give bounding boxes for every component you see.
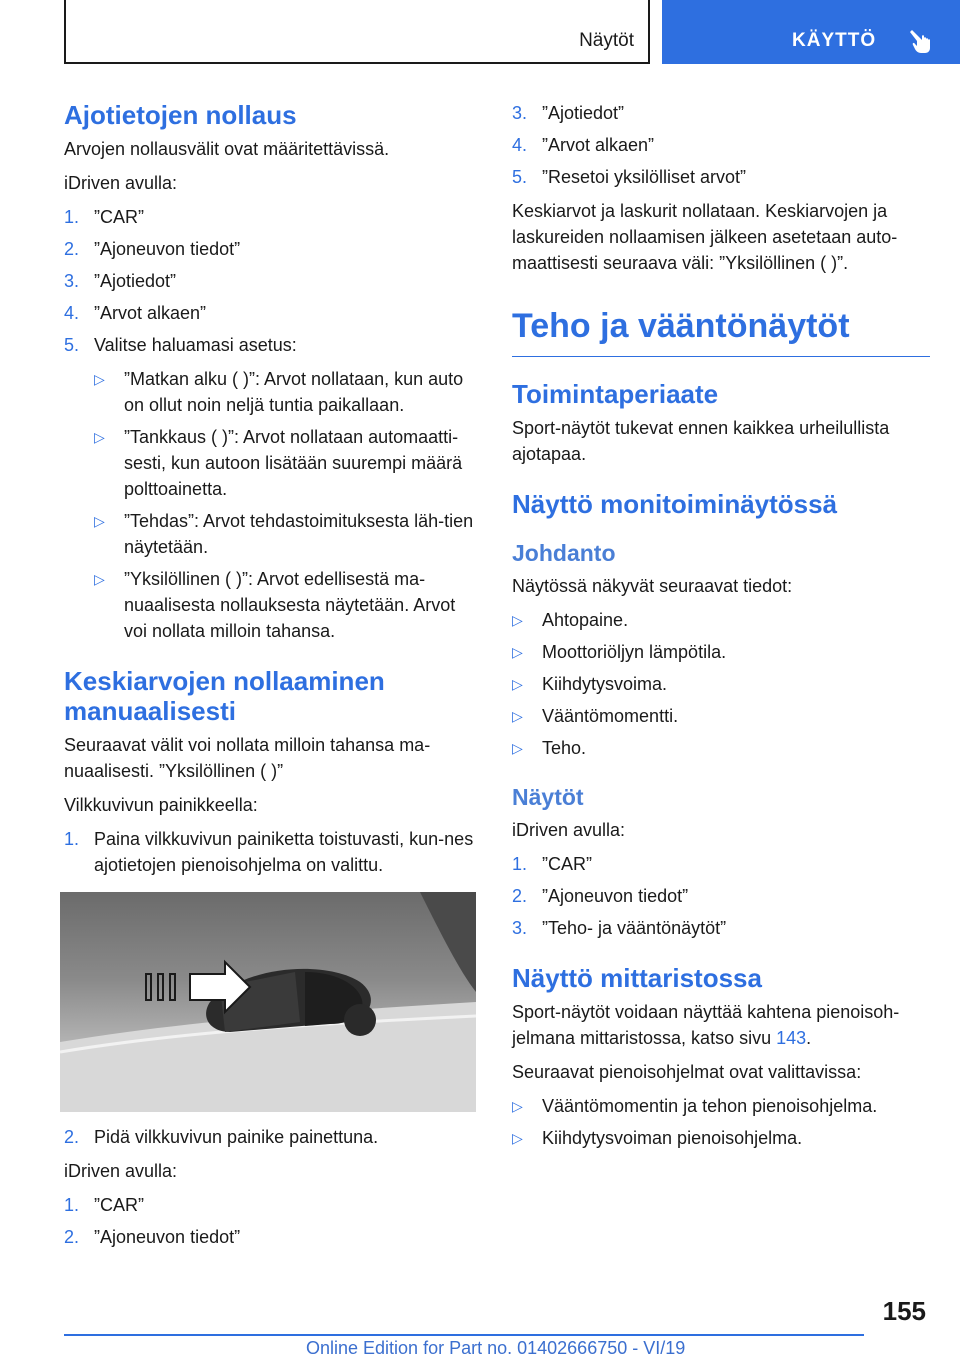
paragraph-idrive: iDriven avulla: [64, 173, 178, 193]
left-column [64, 100, 482, 1258]
list-item: 3. ”Teho- ja vääntönäytöt” [512, 918, 727, 938]
list-item: ▷ Vääntömomentin ja tehon pienoisohjelma. [512, 1093, 930, 1119]
paragraph-cluster: Sport-näytöt voidaan näyttää kahtena pienoisoh-jelmana mittaristossa, katso sivu 143. [512, 1002, 900, 1048]
heading-displays: Näytöt [512, 784, 584, 810]
list-item: 2. ”Ajoneuvon tiedot” [64, 1227, 241, 1247]
heading-instrument-cluster: Näyttö mittaristossa [512, 963, 762, 993]
bullet-triangle-icon: ▷ [512, 1130, 523, 1146]
bullet-triangle-icon: ▷ [512, 676, 523, 692]
heading-principle: Toimintaperiaate [512, 379, 719, 409]
list-item: 3. ”Ajotiedot” [512, 103, 625, 123]
header-chapter-label: KÄYTTÖ [792, 30, 877, 51]
turn-signal-lever-image [60, 892, 476, 1112]
paragraph-turn-signal: Vilkkuvivun painikkeella: [64, 795, 258, 815]
list-item: 5. Valitse haluamasi asetus: [64, 335, 297, 355]
steps-idrive-reset-cont [512, 100, 930, 190]
list-item: 1. ”CAR” [64, 207, 144, 227]
paragraph-introduction: Näytössä näkyvät seuraavat tiedot: [512, 576, 793, 596]
list-item: 2. ”Ajoneuvon tiedot” [64, 239, 241, 259]
bullet-triangle-icon: ▷ [94, 571, 105, 587]
displayed-info-list [512, 607, 930, 761]
paragraph-idrive-2: iDriven avulla: [64, 1161, 178, 1181]
pointing-hand-icon [906, 24, 938, 56]
steps-turn-signal-cont [64, 1124, 482, 1150]
paragraph-reset-result: Keskiarvot ja laskurit nollataan. Keskiarvojen ja laskureiden nollaamisen jälkeen asetetaan auto-maattisesti seuraava väli: ”Yksilöllinen ( )”. [512, 201, 898, 273]
heading-trip-data-reset: Ajotietojen nollaus [64, 100, 297, 130]
list-item: ▷ ”Matkan alku ( )”: Arvot nollataan, kun auto on ollut noin neljä tuntia paikallaan. [94, 366, 482, 418]
bullet-triangle-icon: ▷ [94, 429, 105, 445]
bullet-triangle-icon: ▷ [94, 371, 105, 387]
section-title-power-torque: Teho ja vääntönäytöt [512, 307, 850, 345]
steps-idrive-reset [64, 1192, 482, 1250]
header-section-box [64, 0, 650, 64]
paragraph-principle: Sport-näytöt tukevat ennen kaikkea urheilullista ajotapaa. [512, 418, 890, 464]
list-item: ▷ Moottoriöljyn lämpötila. [512, 639, 930, 665]
bullet-triangle-icon: ▷ [512, 612, 523, 628]
steps-trip-reset [64, 204, 482, 358]
list-item: 4. ”Arvot alkaen” [64, 303, 207, 323]
heading-manual-average-reset: Keskiarvojen nollaaminen manuaalisesti [64, 666, 385, 726]
bullet-triangle-icon: ▷ [512, 1098, 523, 1114]
list-item: 1. ”CAR” [512, 854, 592, 874]
lever-illustration [60, 892, 476, 1112]
header-chapter-tab[interactable] [662, 0, 960, 64]
list-item: 5. ”Resetoi yksilölliset arvot” [512, 167, 747, 187]
list-item: ▷ Kiihdytysvoima. [512, 671, 930, 697]
list-item: ▷ Kiihdytysvoiman pienoisohjelma. [512, 1125, 930, 1151]
list-item: 3. ”Ajotiedot” [64, 271, 177, 291]
list-item: ▷ Teho. [512, 735, 930, 761]
footer-edition: Online Edition for Part no. 01402666750 - VI/19 [306, 1338, 686, 1358]
right-column [512, 100, 930, 1159]
list-item: 1. ”CAR” [64, 1195, 144, 1215]
list-item: ▷ Ahtopaine. [512, 607, 930, 633]
heading-multifunction-display: Näyttö monitoiminäytössä [512, 489, 838, 519]
steps-turn-signal [64, 826, 482, 878]
paragraph-available-widgets: Seuraavat pienoisohjelmat ovat valittavissa: [512, 1062, 862, 1082]
bullet-triangle-icon: ▷ [512, 644, 523, 660]
page-number: 155 [882, 1296, 926, 1326]
footer-divider [64, 1334, 864, 1336]
bullet-triangle-icon: ▷ [94, 513, 105, 529]
heading-introduction: Johdanto [512, 540, 616, 566]
list-item: ▷ ”Yksilöllinen ( )”: Arvot edellisestä ma-nuaalisesta nollauksesta näytetään. Arvot voi nollata milloin tahansa. [94, 566, 482, 644]
bullet-triangle-icon: ▷ [512, 740, 523, 756]
bullet-triangle-icon: ▷ [512, 708, 523, 724]
steps-power-display [512, 851, 930, 941]
list-item: 1. Paina vilkkuvivun painiketta toistuvasti, kun-nes ajotietojen pienoisohjelma on valittu. [64, 829, 474, 875]
section-divider [512, 356, 930, 357]
paragraph-manual-reset: Seuraavat välit voi nollata milloin tahansa ma-nuaalisesti. ”Yksilöllinen ( )” [64, 735, 431, 781]
page-reference-link[interactable]: 143 [776, 1028, 807, 1048]
list-item: ▷ Vääntömomentti. [512, 703, 930, 729]
header-section-label: Näytöt [579, 30, 634, 51]
reset-options-list [64, 366, 482, 644]
list-item: 4. ”Arvot alkaen” [512, 135, 655, 155]
paragraph-reset-intervals: Arvojen nollausvälit ovat määritettävissä. [64, 139, 390, 159]
widget-list [512, 1093, 930, 1151]
list-item: ▷ ”Tehdas”: Arvot tehdastoimituksesta läh-tien näytetään. [94, 508, 482, 560]
list-item: 2. ”Ajoneuvon tiedot” [512, 886, 689, 906]
list-item: 2. Pidä vilkkuvivun painike painettuna. [64, 1127, 379, 1147]
paragraph-idrive-3: iDriven avulla: [512, 820, 626, 840]
list-item: ▷ ”Tankkaus ( )”: Arvot nollataan automaatti-sesti, kun autoon lisätään suurempi määrä polttoainetta. [94, 424, 482, 502]
